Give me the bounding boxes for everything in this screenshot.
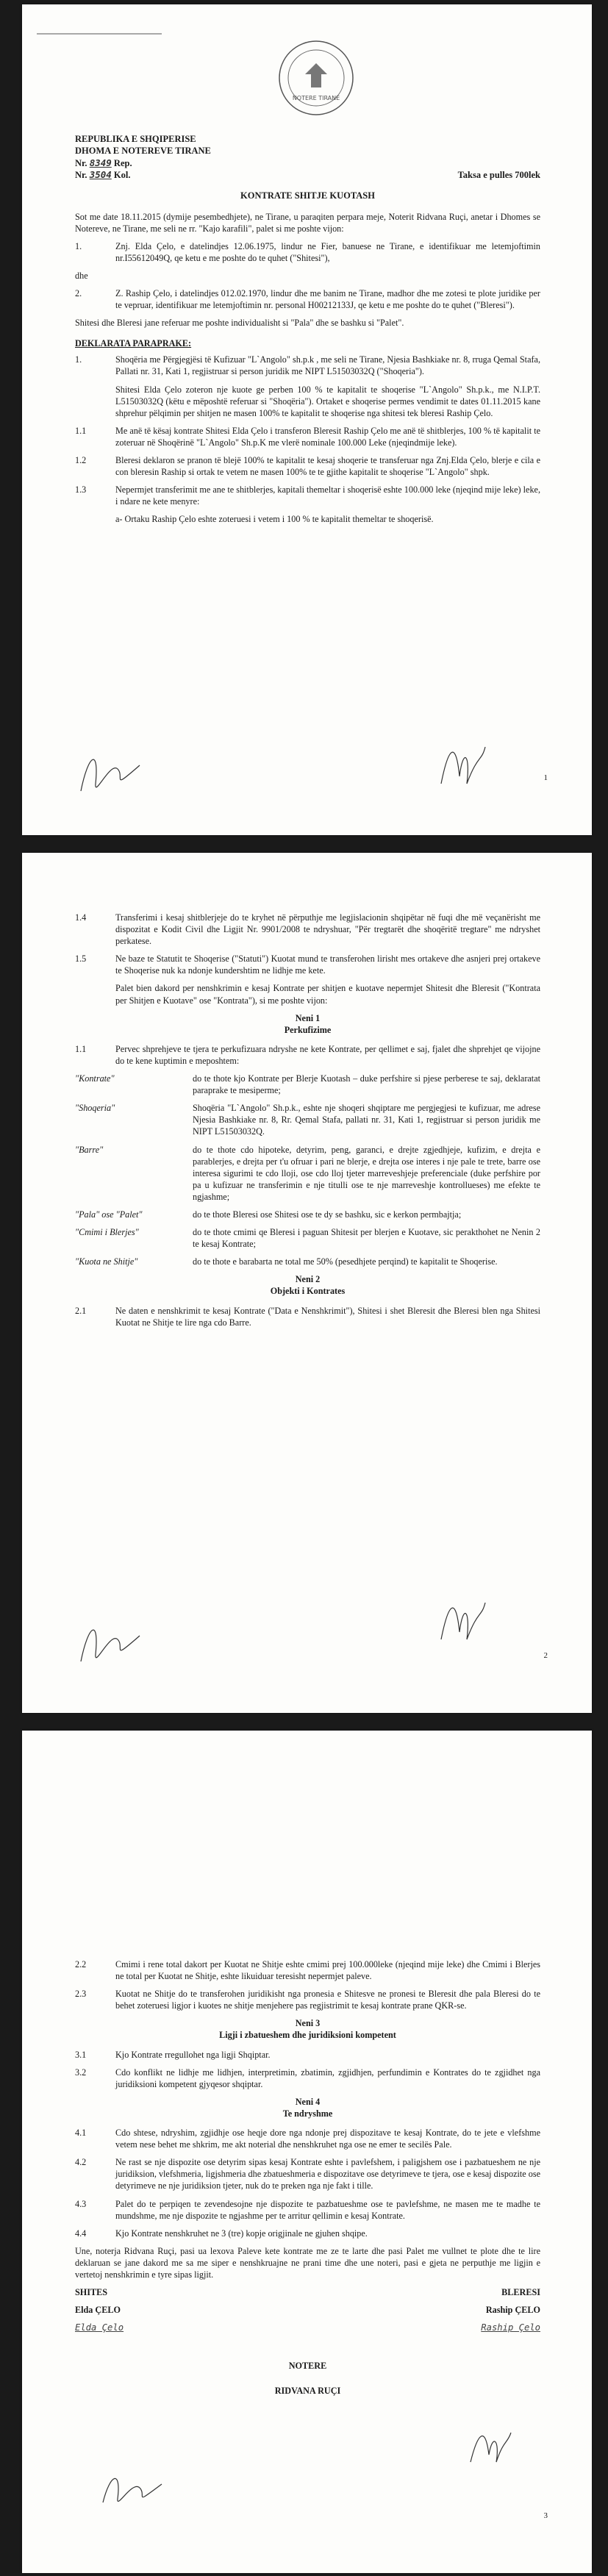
definition-text: do te thote kjo Kontrate per Blerje Kuotash – duke perfshire si pjese perberese te saj, deklaratat paraprake te mesiperme; bbox=[193, 1073, 540, 1096]
article-4-title: Neni 4 bbox=[295, 2096, 321, 2107]
clause-2-2-number: 2.2 bbox=[75, 1959, 87, 1969]
clause-4-4-number: 4.4 bbox=[75, 2228, 87, 2239]
page-number: 1 bbox=[543, 773, 548, 783]
definitions-list bbox=[75, 1073, 540, 1267]
clause-4-2-text: Ne rast se nje dispozite ose detyrim sipas kesaj Kontrate eshte i pavlefshem, i paligjshem ose i pazbatueshem ne nje juridiksion, vlefshmeria, ligjshmeria dhe zbatueshmeria e dispozitave ose detyrimeve te tjera, ose e kesaj dispozite ose detyrimeve ne nje juridiksion tjeter, nuk do te preken nga nje fakt i tille. bbox=[115, 2157, 540, 2192]
clause-2-2-text: Cmimi i rene total dakort per Kuotat ne Shitje eshte cmimi prej 100.000leke (njeqind mije leke) dhe Cmimi i Blerjes ne total per Kuotat ne Shitje, eshte likuiduar teresisht nepermjet paleve. bbox=[115, 1959, 540, 1982]
notary-name: RIDVANA RUÇI bbox=[274, 2386, 341, 2397]
article-2-title: Neni 2 bbox=[295, 1274, 321, 1285]
dhe-conjunction: dhe bbox=[75, 270, 88, 281]
definition-text: do te thote cdo hipoteke, detyrim, peng, garanci, e drejte zgjedhjeje, kufizim, e drejta e parablerjes, e drejta per t'u ofruar i pari ne blerje, e drejta ose interes i nje pale te trete, barre ose interesa sigurimi te cdo lloji, ose cdo lloj tjeter marreveshjeje preferenciale (duke perfshire por pa u kufizuar ne transferimin e nje titulli ose te nje marreveshje kontrollueses) me efekte te ngjashme; bbox=[193, 1144, 540, 1202]
article-1-clause-1-1-number: 1.1 bbox=[75, 1043, 87, 1054]
clause-1-4 bbox=[75, 912, 540, 947]
party-1-number: 1. bbox=[75, 240, 82, 251]
signature-right bbox=[434, 732, 493, 798]
clause-2-2 bbox=[75, 1958, 540, 1982]
seller-name: Elda ÇELO bbox=[75, 2305, 121, 2316]
article-1-subtitle: Perkufizime bbox=[284, 1024, 332, 1035]
signature-labels bbox=[75, 2286, 540, 2298]
declaration-1-number: 1. bbox=[75, 354, 82, 365]
clause-4-3 bbox=[75, 2198, 540, 2222]
seller-label: SHITES bbox=[75, 2287, 108, 2298]
clause-1-4-number: 1.4 bbox=[75, 912, 87, 923]
definition-text: do te thote e barabarta ne total me 50% (pesedhjete perqind) te kapitalit te Shoqerise. bbox=[193, 1256, 498, 1267]
party-1 bbox=[75, 240, 540, 264]
clause-4-2 bbox=[75, 2156, 540, 2192]
party-2 bbox=[75, 287, 540, 311]
clause-2-1 bbox=[75, 1305, 540, 1328]
definition-term: "Barre" bbox=[75, 1144, 104, 1155]
article-2-subtitle: Objekti i Kontrates bbox=[270, 1286, 346, 1297]
document-header bbox=[75, 133, 540, 181]
definition-term: "Cmimi i Blerjes" bbox=[75, 1227, 139, 1238]
definition-row bbox=[75, 1209, 540, 1220]
seal-text: NOTERE TIRANE bbox=[292, 95, 340, 101]
page-number: 3 bbox=[543, 2511, 548, 2521]
republic-label: REPUBLIKA E SHQIPERISE bbox=[75, 134, 196, 144]
clause-1-5-text: Ne baze te Statutit te Shoqerise ("Statuti") Kuotat mund te transferohen lirisht mes ortakeve dhe asnjeri prej ortakeve te Shoqerise nuk ka ndonje kundershtim ne lidhje me kete. bbox=[115, 954, 540, 976]
clause-3-2 bbox=[75, 2067, 540, 2090]
rep-nr-label: Nr. bbox=[75, 157, 87, 168]
definition-term: "Shoqeria" bbox=[75, 1103, 115, 1114]
clause-1-4-text: Transferimi i kesaj shitblerjeje do te kryhet në përputhje me legjislacionin shqipëtar në fuqi dhe më veçanërisht me dispozitat e Kodit Civil dhe Ligjit Nr. 9901/2008 te ndryshuar, "Për tregtarët dhe shoqëritë tregtare" me ndryshet perkatese. bbox=[115, 912, 540, 947]
clause-4-2-number: 4.2 bbox=[75, 2157, 87, 2168]
declaration-1b-text: Shitesi Elda Çelo zoteron nje kuote ge perben 100 % te kapitalit te shoqerise "L`Angolo" Sh.p.k., me N.I.P.T. L51503032Q (këtu e mëposhtë referuar si "Shoqëria"). Ortaket e shoqerise permes vendimit te dates 01.11.2015 kane shprehur pëlqimin per shitjen ne masen 100% te kapitalit te shoqerise nga shitesi tek bleresi Raship Çelo. bbox=[115, 384, 540, 418]
party-2-number: 2. bbox=[75, 287, 82, 298]
clause-4-1-number: 4.1 bbox=[75, 2128, 87, 2139]
clause-1-2 bbox=[75, 454, 540, 478]
article-3-title: Neni 3 bbox=[295, 2018, 321, 2029]
clause-4-1 bbox=[75, 2127, 540, 2150]
signature-left bbox=[66, 1610, 154, 1676]
definition-row bbox=[75, 1144, 540, 1203]
clause-3-1-number: 3.1 bbox=[75, 2049, 87, 2060]
clause-2-3 bbox=[75, 1988, 540, 2011]
chamber-label: DHOMA E NOTEREVE TIRANE bbox=[75, 146, 211, 157]
party-1-text: Znj. Elda Çelo, e datelindjes 12.06.1975, lindur ne Fier, banuese ne Tirane, e identifikuar me letemjoftimin nr.I55612049Q, qe ketu e me poshte do te quhet ("Shitesi"), bbox=[115, 240, 540, 263]
signature-left bbox=[66, 740, 154, 806]
buyer-label: BLERESI bbox=[501, 2287, 540, 2298]
clause-3-1 bbox=[75, 2049, 540, 2061]
kol-number: 3504 bbox=[89, 168, 112, 180]
buyer-handwritten-name: Raship Çelo bbox=[481, 2322, 540, 2333]
clause-4-3-text: Palet do te perpiqen te zevendesojne nje dispozite te pazbatueshme ose te pavlefshme, ne masen me te madhe te mundshme, me nje dispozite te ngjashme per te arritur qellimin e kesaj Kontrate. bbox=[115, 2198, 540, 2221]
clause-1-2-text: Bleresi deklaron se pranon të blejë 100% te kapitalit te kesaj shoqerie te transferuar nga Znj.Elda Çelo, blerje e cila e con bleresin Raship si ortak te vetem ne masen 100% te te gjithe kapitalit te shoqerise "L`Angolo" shpk. bbox=[115, 455, 540, 478]
clause-2-3-text: Kuotat ne Shitje do te transferohen juridikisht nga pronesia e Shitesve ne pronesi te Bleresit dhe pala Bleresi do te behet zoteruesi ligjor i kuotes ne shitje menjehere pas regjistrimit te kesaj kontrate prane QKR-se. bbox=[115, 1989, 540, 2011]
seller-handwritten-name: Elda Çelo bbox=[75, 2322, 124, 2333]
clause-3-2-number: 3.2 bbox=[75, 2067, 87, 2078]
document-page-1 bbox=[22, 4, 592, 835]
declaration-1 bbox=[75, 354, 540, 377]
page-number: 2 bbox=[543, 1651, 548, 1661]
kol-label: Kol. bbox=[113, 169, 131, 180]
stamp-fee: Taksa e pulles 700lek bbox=[457, 169, 540, 180]
clause-1-1-text: Me anë të kësaj kontrate Shitesi Elda Çelo i transferon Bleresit Raship Çelo me anë të shitblerjes, 100 % të kapitalit te zoteruar në Shoqërinë "L`Angolo" Sh.p.K me vlerë nominale 100.000 Leke (njeqindmije leke). bbox=[115, 425, 540, 448]
clause-4-4 bbox=[75, 2228, 540, 2239]
definition-row bbox=[75, 1073, 540, 1096]
corner-fold-mark bbox=[22, 4, 169, 63]
parties-note: Shitesi dhe Bleresi jane referuar me poshte individualisht si "Pala" dhe se bashku si "Palet". bbox=[75, 318, 404, 329]
signature-handwritten bbox=[75, 2322, 540, 2333]
definition-row bbox=[75, 1256, 540, 1267]
signature-names bbox=[75, 2304, 540, 2316]
clause-4-4-text: Kjo Kontrate nenshkruhet ne 3 (tre) kopje origjinale ne gjuhen shqipe. bbox=[115, 2228, 368, 2239]
rep-label: Rep. bbox=[113, 157, 132, 168]
buyer-name: Raship ÇELO bbox=[485, 2305, 540, 2316]
seller-signature bbox=[88, 2466, 176, 2517]
clause-1-5-number: 1.5 bbox=[75, 954, 87, 965]
clause-4-3-number: 4.3 bbox=[75, 2198, 87, 2209]
clause-1-3-number: 1.3 bbox=[75, 484, 87, 495]
clause-4-1-text: Cdo shtese, ndryshim, zgjidhje ose heqje dore nga ndonje prej dispozitave te kesaj Kontrate, do te jete e vlefshme vetem nese behet me shkrim, me akt noterial dhe nenshkruhet nga ose ne emer te secilës Pale. bbox=[115, 2128, 540, 2150]
article-1-title: Neni 1 bbox=[295, 1012, 321, 1023]
definition-text: Shoqëria "L`Angolo" Sh.p.k., eshte nje shoqeri shqiptare me pergjegjesi te kufizuar, me adrese Njesia Bashkiake nr. 8, Rr. Qemal Stafa, pallati nr. 31, Kati 1, regjistruar si person juridik me NIPT L51503032Q. bbox=[193, 1103, 540, 1137]
clause-2-1-text: Ne daten e nenshkrimit te kesaj Kontrate ("Data e Nenshkrimit"), Shitesi i shet Bleresit dhe Bleresi blen nga Shitesi Kuotat ne Shitje te lire nga cdo Barre. bbox=[115, 1305, 540, 1328]
definition-row bbox=[75, 1226, 540, 1250]
article-1-clause-1-1 bbox=[75, 1043, 540, 1067]
clause-2-3-number: 2.3 bbox=[75, 1989, 87, 2000]
article-3-subtitle: Ligji i zbatueshem dhe juridiksioni kompetent bbox=[219, 2030, 396, 2041]
clause-3-2-text: Cdo konflikt ne lidhje me lidhjen, interpretimin, zbatimin, zgjidhjen, perfundimin e Kontrates do te zgjidhet nga juridiksioni kompetent gjyqesor shqiptar. bbox=[115, 2067, 540, 2089]
definition-term: "Kuota ne Shitje" bbox=[75, 1256, 138, 1267]
declaration-1-text: Shoqëria me Përgjegjësi të Kufizuar "L`Angolo" sh.p.k , me seli ne Tirane, Njesia Bashkiake nr. 8, rruga Qemal Stafa, Pallati nr. 31, Kati 1, regjistruar si person juridik me NIPT L51503032Q ("Shoqeria"). bbox=[115, 354, 540, 377]
rep-number: 8349 bbox=[89, 157, 112, 168]
document-page-3 bbox=[22, 1731, 592, 2573]
clause-1-3a-text: a- Ortaku Raship Çelo eshte zoteruesi i vetem i 100 % te kapitalit themeltar te shoqerisë. bbox=[115, 514, 434, 525]
kol-nr-label: Nr. bbox=[75, 169, 87, 180]
article-1-clause-1-1-text: Pervec shprehjeve te tjera te perkufizuara ndryshe ne kete Kontrate, per qellimet e saj, fjalet dhe shprehjet qe vijojne do te kene kuptimin e meposhtem: bbox=[115, 1043, 540, 1066]
party-2-text: Z. Raship Çelo, i datelindjes 012.02.1970, lindur dhe me banim ne Tirane, madhor dhe me zotesi te plote juridike per te vepruar, identifikuar me letemjoftimin nr. personal H00212133J, qe ketu e me poshte do te quhet ("Bleresi"). bbox=[115, 287, 540, 311]
clause-1-5 bbox=[75, 953, 540, 976]
definition-term: "Pala" ose "Palet" bbox=[75, 1209, 143, 1220]
article-4-subtitle: Te ndryshme bbox=[282, 2108, 333, 2119]
notary-closing-statement: Une, noterja Ridvana Ruçi, pasi ua lexova Paleve kete kontrate me ze te larte dhe pasi Palet me vullnet te plote dhe te lire deklaruan se jane dakord me sa me siper e nenshkruajne ne prani time dhe une noteri, pasi e gjeta ne perputhje me ligjin e vertetoj nenshkrimin e tyre sipas ligjit. bbox=[75, 2245, 540, 2280]
clause-1-1-number: 1.1 bbox=[75, 425, 87, 436]
signature-right bbox=[434, 1588, 493, 1654]
notary-label: NOTERE bbox=[288, 2361, 327, 2372]
declarations-heading: DEKLARATA PARAPRAKE: bbox=[75, 338, 192, 349]
clause-2-1-number: 2.1 bbox=[75, 1305, 87, 1316]
definition-text: do te thote cmimi qe Bleresi i paguan Shitesit per blerjen e Kuotave, sic perakthohet ne Nenin 2 te kesaj Kontrate; bbox=[193, 1227, 540, 1250]
document-page-2 bbox=[22, 853, 592, 1713]
clause-3-1-text: Kjo Kontrate rregullohet nga ligji Shqiptar. bbox=[115, 2049, 271, 2060]
clause-1-3-text: Nepermjet transferimit me ane te shitblerjes, kapitali themeltar i shoqerisë eshte 100.000 leke (njeqind mije leke) leke, i ndare ne kete menyre: bbox=[115, 484, 540, 507]
clause-1-1 bbox=[75, 425, 540, 448]
notary-seal bbox=[276, 37, 357, 121]
definition-text: do te thote Bleresi ose Shitesi ose te dy se bashku, sic e kerkon permbajtja; bbox=[193, 1209, 462, 1220]
intro-paragraph: Sot me date 18.11.2015 (dymije pesembedhjete), ne Tirane, u paraqiten perpara meje, Noterit Ridvana Ruçi, anetar i Dhomes se Notereve, ne Tirane, me seli ne rr. "Kajo karafili", palet si me poshte vijon: bbox=[75, 211, 540, 234]
definition-term: "Kontrate" bbox=[75, 1073, 115, 1084]
clause-1-3 bbox=[75, 484, 540, 507]
buyer-signature bbox=[463, 2422, 515, 2473]
clause-1-5b-text: Palet bien dakord per nenshkrimin e kesaj Kontrate per shitjen e kuotave nepermjet Shitesit dhe Bleresit ("Kontrata per Shitjen e Kuotave" ose "Kontrata"), si me poshte vijon: bbox=[115, 983, 540, 1006]
definition-row bbox=[75, 1102, 540, 1137]
contract-title: KONTRATE SHITJE KUOTASH bbox=[240, 190, 375, 201]
clause-1-2-number: 1.2 bbox=[75, 455, 87, 465]
